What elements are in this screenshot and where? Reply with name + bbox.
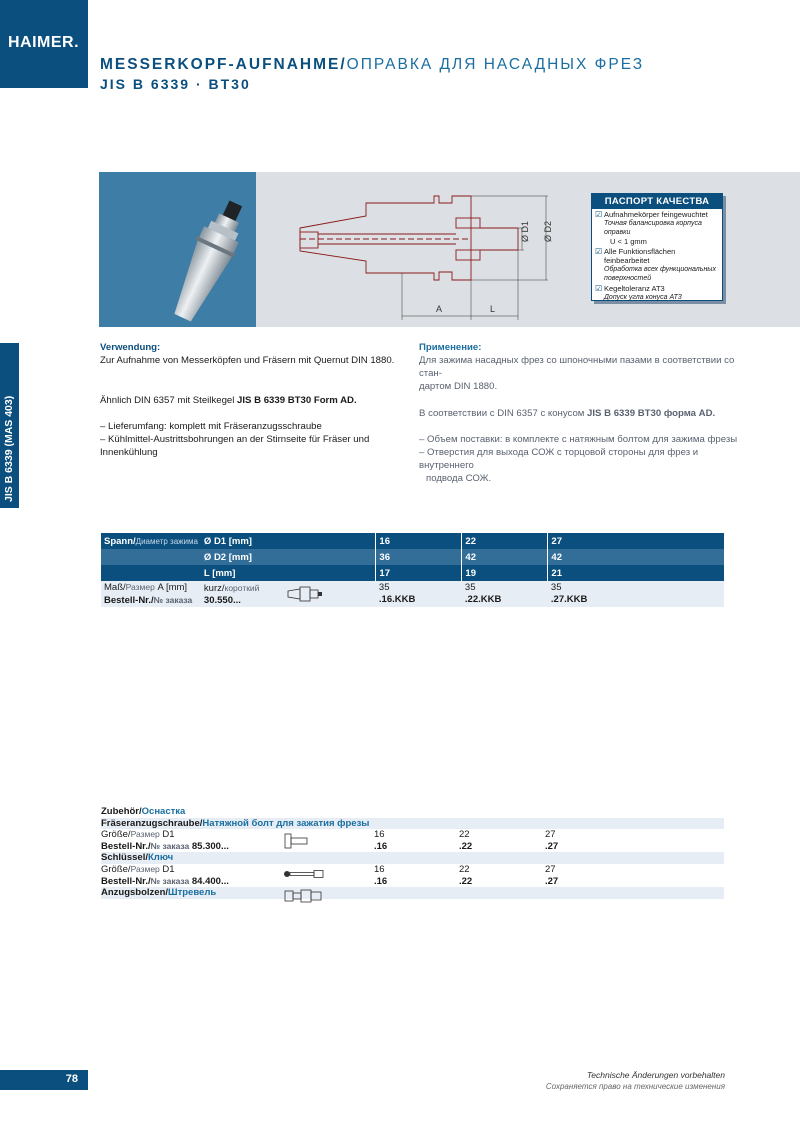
pull-stud-icon bbox=[283, 888, 325, 904]
accessories bbox=[101, 806, 724, 899]
page-title-ru: ОПРАВКА ДЛЯ НАСАДНЫХ ФРЕЗ bbox=[346, 56, 645, 73]
label-d2: Ø D2 bbox=[543, 220, 553, 242]
usage-heading-de: Verwendung: bbox=[100, 342, 161, 353]
usage-ru bbox=[419, 341, 739, 485]
usage-bullet-ru: – Объем поставки: в комплекте с натяжным болтом для зажима фрезы bbox=[419, 434, 738, 445]
d2-label: Ø D2 [mm] bbox=[201, 549, 376, 565]
accessories-heading: Zubehör/Оснастка bbox=[101, 806, 186, 817]
key-title: Schlüssel/Ключ bbox=[101, 852, 724, 864]
brand-logo: HAIMER. bbox=[8, 34, 80, 51]
table-row: Bestell-Nr./№ заказа 84.400... .16 .22 .27 bbox=[101, 875, 559, 887]
quality-item: ☑ Alle Funktionsflächen feinbearbeitet Обработка всех функциональных поверхностей bbox=[595, 247, 716, 282]
usage-de bbox=[100, 341, 410, 459]
usage-text-ru: дартом DIN 1880. bbox=[419, 381, 498, 392]
holder-icon bbox=[286, 584, 326, 604]
table-row: Maß/Размер A [mm] Bestell-Nr./№ заказа kurz/короткий 30.550... 35 .16.KKB 35 .22.KKB 35 .27.KKB bbox=[101, 581, 724, 607]
table-row: Spann/Диаметр зажима Ø D1 [mm] 16 22 27 bbox=[101, 533, 724, 549]
screw-title: Fräseranzugschraube/Натяжной болт для зажатия фрезы bbox=[101, 818, 724, 830]
page-number-box bbox=[0, 1070, 88, 1090]
page-number: 78 bbox=[65, 1073, 78, 1085]
label-a: A bbox=[436, 304, 443, 314]
order-label: Bestell-Nr./№ заказа bbox=[104, 595, 193, 606]
page-subtitle: JIS B 6339 · BT30 bbox=[100, 76, 251, 92]
side-tab-label: JIS B 6339 (MAS 403) bbox=[3, 395, 15, 502]
table-row: Bestell-Nr./№ заказа 85.300... .16 .22 .27 bbox=[101, 840, 559, 852]
d1-label: Ø D1 [mm] bbox=[201, 533, 376, 549]
footer-note-de: Technische Änderungen vorbehalten bbox=[586, 1070, 725, 1080]
bolt-title: Anzugsbolzen/Штревель bbox=[101, 887, 724, 899]
checkbox-icon: ☑ bbox=[595, 247, 603, 256]
kurz-label: kurz/короткий bbox=[203, 582, 260, 594]
product-photo bbox=[99, 172, 256, 327]
usage-text-ru: Для зажима насадных фрез со шпоночными пазами в соответствии со стан- bbox=[419, 355, 735, 379]
table-row: Größe/Размер D1 16 22 27 bbox=[101, 829, 724, 841]
usage-bullet-de: – Lieferumfang: komplett mit Fräseranzugsschraube bbox=[100, 421, 322, 432]
checkbox-icon: ☑ bbox=[595, 284, 603, 293]
checkbox-icon: ☑ bbox=[595, 210, 603, 219]
spec-table bbox=[101, 533, 724, 607]
mass-label: Maß/Размер A [mm] bbox=[104, 582, 188, 593]
usage-similar-de: Ähnlich DIN 6357 mit Steilkegel JIS B 6339 BT30 Form AD. bbox=[100, 395, 357, 406]
quality-passport bbox=[591, 193, 723, 301]
label-d1: Ø D1 bbox=[520, 220, 530, 242]
l-label: L [mm] bbox=[201, 565, 376, 581]
usage-text-de: Zur Aufnahme von Messerköpfen und Fräsern mit Quernut DIN 1880. bbox=[100, 355, 395, 366]
order-base: 30.550... bbox=[203, 594, 241, 606]
table-row: Ø D2 [mm] 36 42 42 bbox=[101, 549, 724, 565]
usage-bullet-de: – Kühlmittel-Austrittsbohrungen an der Stirnseite für Fräser und Innenkühlung bbox=[100, 434, 370, 458]
footer-note-ru: Сохраняется право на технические изменения bbox=[545, 1082, 725, 1091]
quality-title: ПАСПОРТ КАЧЕСТВА bbox=[592, 194, 722, 209]
quality-item: ☑ Kegeltoleranz AT3 Допуск угла конуса AT3 bbox=[595, 284, 682, 301]
page-title bbox=[100, 56, 644, 74]
table-row: Größe/Размер D1 16 22 27 bbox=[101, 864, 724, 876]
spann-label: Spann/Диаметр зажима bbox=[101, 533, 201, 549]
usage-bullet-ru: подвода СОЖ. bbox=[426, 473, 492, 484]
usage-similar-ru: В соответствии с DIN 6357 с конусом JIS B 6339 BT30 форма AD. bbox=[419, 408, 716, 419]
tool-holder-image bbox=[99, 172, 256, 327]
quality-item: ☑ Aufnahmekörper feingewuchtet Точная балансировка корпуса оправки U < 1 gmm bbox=[595, 210, 708, 246]
usage-heading-ru: Применение: bbox=[419, 342, 482, 353]
page-title-de: MESSERKOPF-AUFNAHME/ bbox=[100, 56, 347, 73]
label-l: L bbox=[490, 304, 496, 314]
table-row: L [mm] 17 19 21 bbox=[101, 565, 724, 581]
usage-bullet-ru: – Отверстия для выхода СОЖ с торцовой стороны для фрез и внутреннего bbox=[419, 447, 699, 471]
brand-logo-box bbox=[0, 0, 88, 88]
